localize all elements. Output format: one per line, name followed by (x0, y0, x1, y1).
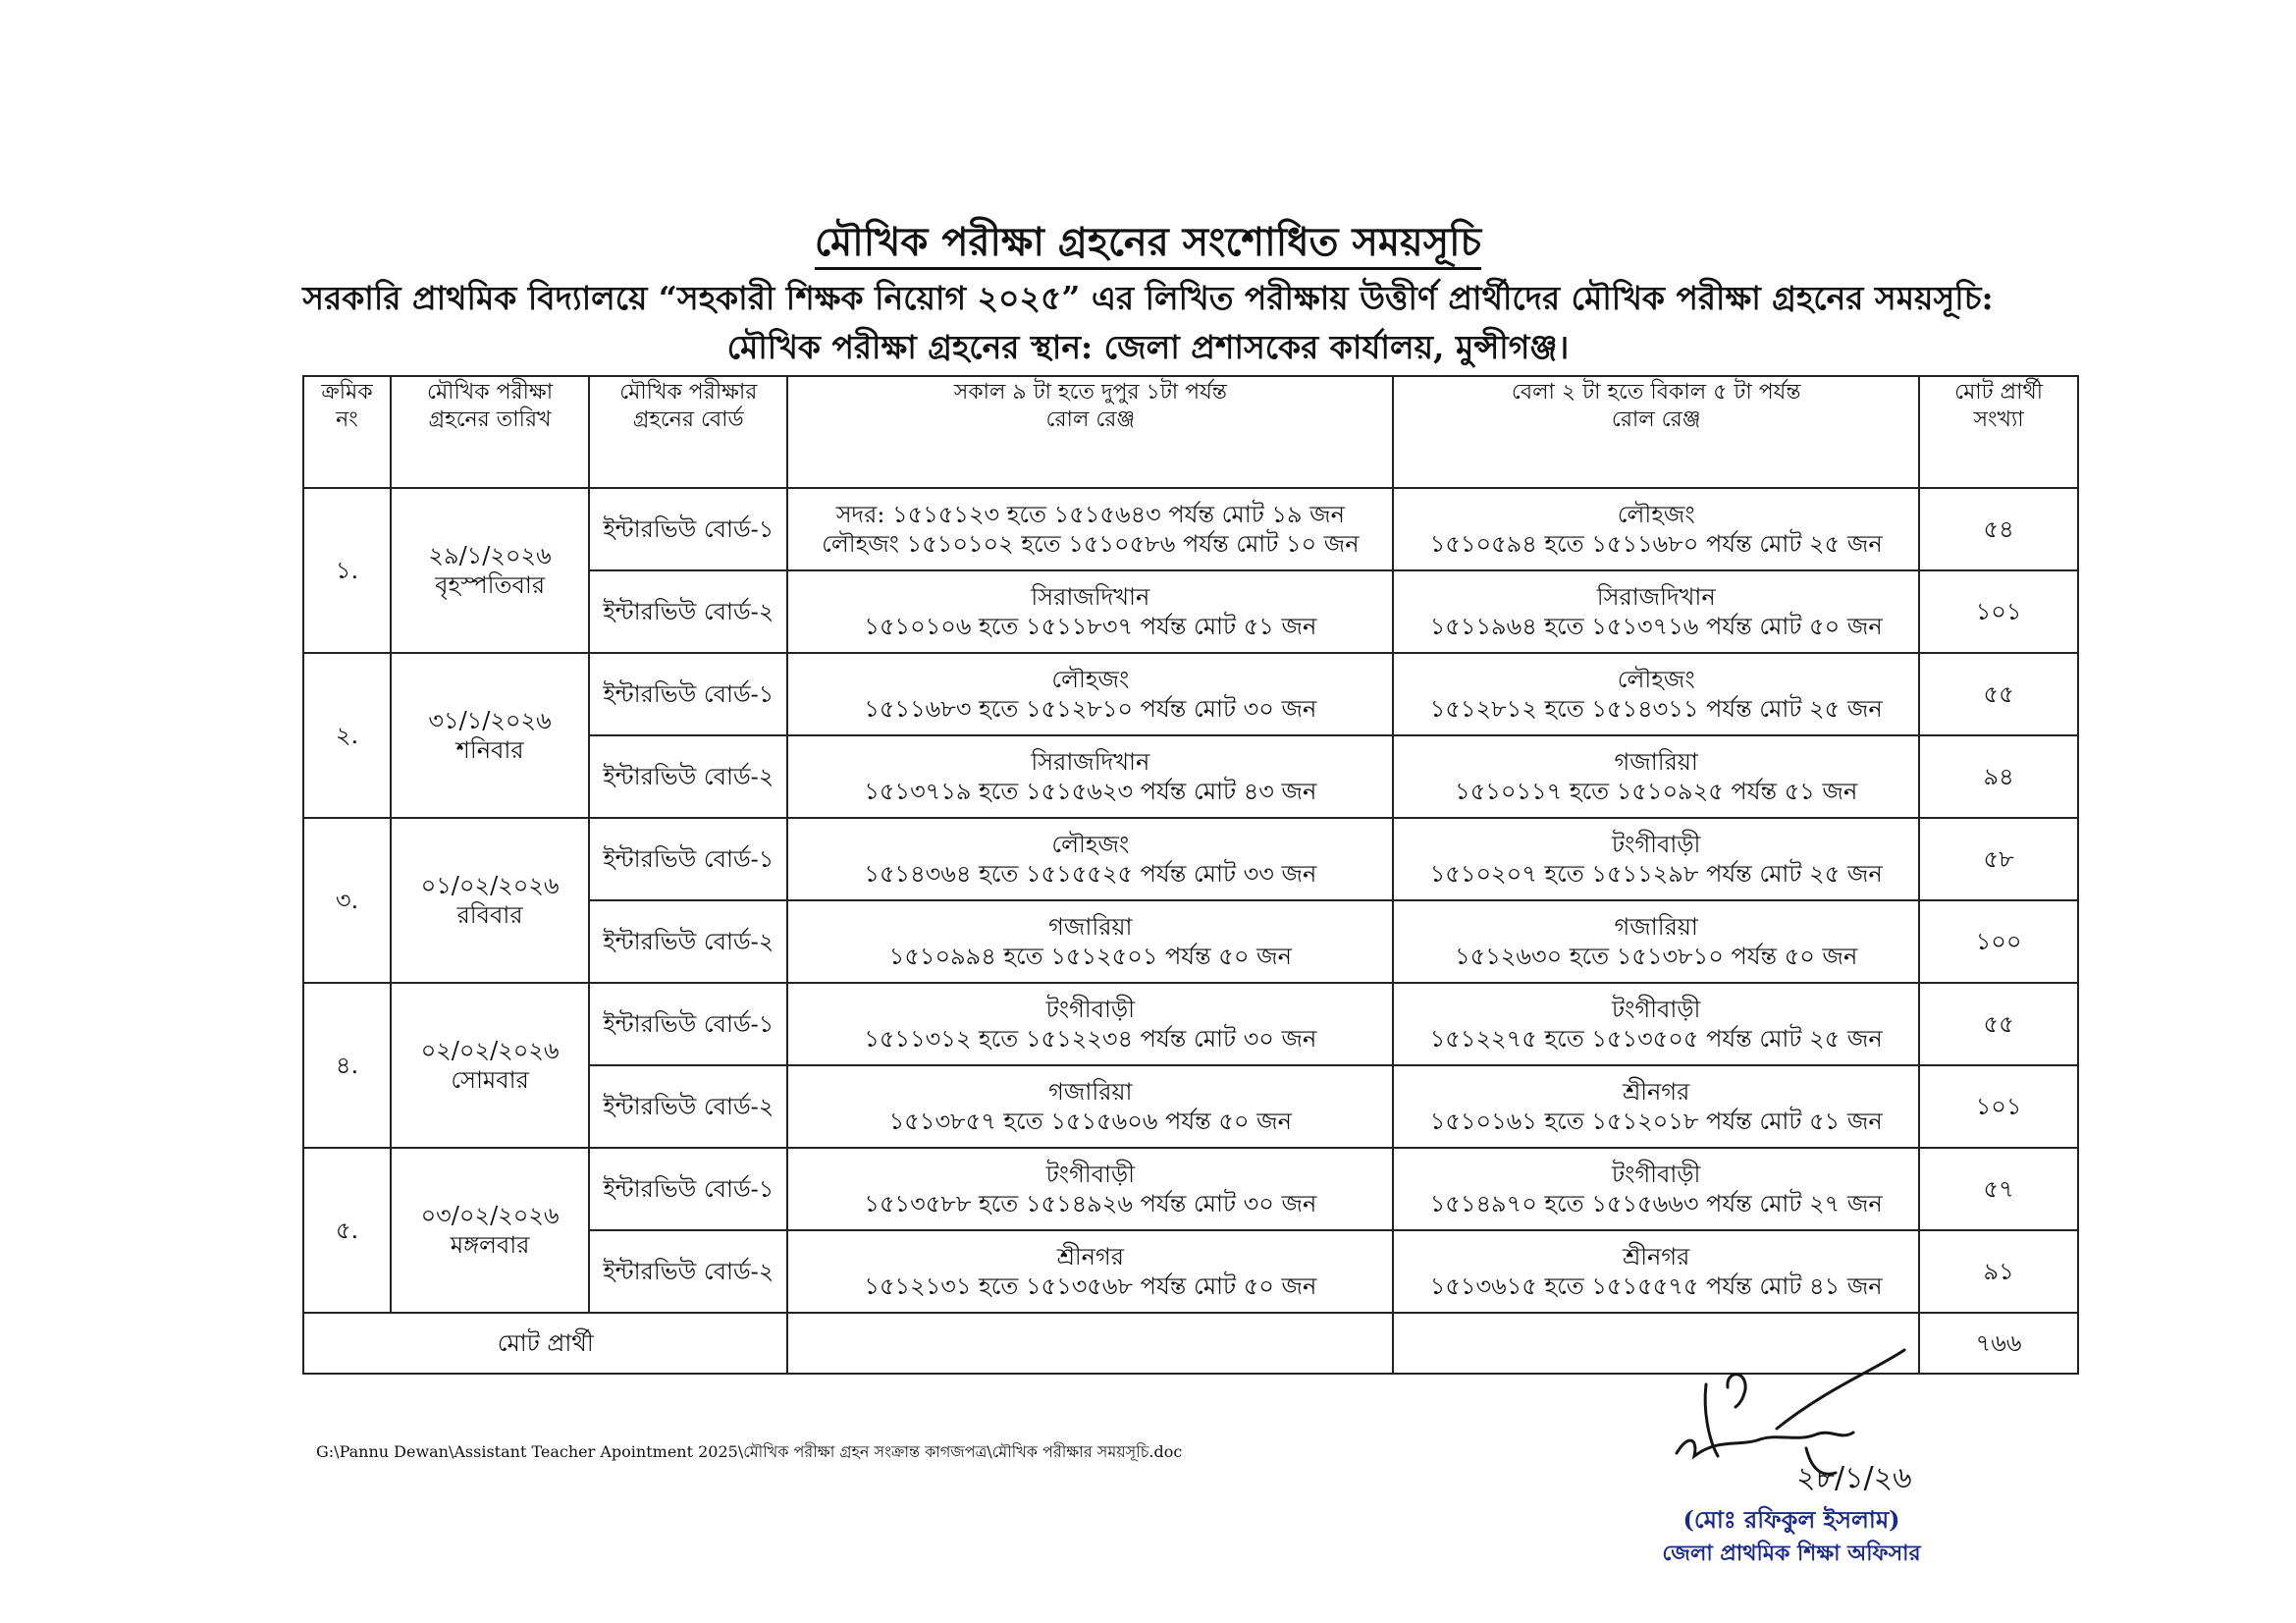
signatory-name-stamp: (মোঃ রফিকুল ইসলাম) (1682, 1505, 1900, 1534)
afternoon-range-cell (1393, 488, 1919, 570)
serial-cell: ৩. (303, 818, 391, 983)
header-afternoon-time: বেলা ২ টা হতে বিকাল ৫ টা পর্যন্ত (1511, 380, 1801, 405)
afternoon-line-1: গজারিয়া (1614, 748, 1698, 776)
morning-line-1: সিরাজদিখান (1031, 748, 1150, 776)
morning-line-2: ১৫১০৯৯৪ হতে ১৫১২৫০১ পর্যন্ত ৫০ জন (888, 943, 1292, 970)
afternoon-range-cell (1393, 735, 1919, 818)
morning-range-cell (787, 570, 1393, 653)
candidate-total-cell: ৫৫ (1919, 653, 2078, 735)
table-row (303, 1148, 2078, 1230)
date-cell (391, 653, 589, 818)
weekday-value: রবিবার (456, 901, 523, 929)
board-cell: ইন্টারভিউ বোর্ড-১ (589, 983, 787, 1065)
morning-line-1: শ্রীনগর (1056, 1243, 1124, 1271)
date-value: ২৯/১/২০২৬ (428, 542, 552, 569)
morning-line-1: সদর: ১৫১৫১২৩ হতে ১৫১৫৬৪৩ পর্যন্ত মোট ১৯ জন (835, 501, 1345, 528)
morning-line-1: সিরাজদিখান (1031, 583, 1150, 611)
afternoon-line-1: সিরাজদিখান (1596, 583, 1716, 611)
header-date: মৌখিক পরীক্ষা গ্রহনের তারিখ (391, 376, 589, 488)
weekday-value: শনিবার (455, 736, 524, 764)
date-cell (391, 1148, 589, 1313)
date-value: ০৩/০২/২০২৬ (420, 1202, 560, 1229)
serial-cell: ৫. (303, 1148, 391, 1313)
header-total: মোট প্রার্থী সংখ্যা (1919, 376, 2078, 488)
morning-line-2: ১৫১১৬৮৩ হতে ১৫১২৮১০ পর্যন্ত মোট ৩০ জন (864, 695, 1317, 723)
header-morning-time: সকাল ৯ টা হতে দুপুর ১টা পর্যন্ত (953, 380, 1227, 405)
grand-total-label: মোট প্রার্থী (303, 1313, 787, 1374)
header-serial: ক্রমিক নং (303, 376, 391, 488)
morning-line-1: লৌহজং (1051, 831, 1130, 858)
morning-line-1: টংগীবাড়ী (1045, 996, 1135, 1023)
table-row (303, 818, 2078, 900)
afternoon-range-cell (1393, 983, 1919, 1065)
serial-cell: ২. (303, 653, 391, 818)
afternoon-line-1: শ্রীনগর (1623, 1243, 1690, 1271)
afternoon-line-1: লৌহজং (1617, 501, 1695, 528)
table-row (303, 983, 2078, 1065)
afternoon-line-2: ১৫১০১৬১ হতে ১৫১২০১৮ পর্যন্ত মোট ৫১ জন (1429, 1108, 1883, 1135)
table-row (303, 488, 2078, 570)
signatory-designation-stamp: জেলা প্রাথমিক শিক্ষা অফিসার (1662, 1541, 1921, 1566)
date-value: ০২/০২/২০২৬ (420, 1037, 560, 1064)
afternoon-line-2: ১৫১৪৯৭০ হতে ১৫১৫৬৬৩ পর্যন্ত মোট ২৭ জন (1429, 1190, 1883, 1217)
morning-range-cell (787, 488, 1393, 570)
afternoon-line-1: টংগীবাড়ী (1612, 1161, 1701, 1188)
candidate-total-cell: ৯১ (1919, 1230, 2078, 1313)
afternoon-line-2: ১৫১২২৭৫ হতে ১৫১৩৫০৫ পর্যন্ত মোট ২৫ জন (1429, 1025, 1883, 1053)
afternoon-line-2: ১৫১৩৬১৫ হতে ১৫১৫৫৭৫ পর্যন্ত মোট ৪১ জন (1429, 1272, 1883, 1300)
empty-cell (787, 1313, 1393, 1374)
candidate-total-cell: ১০০ (1919, 900, 2078, 983)
afternoon-range-cell (1393, 900, 1919, 983)
date-cell (391, 983, 589, 1148)
grand-total-value: ৭৬৬ (1919, 1313, 2078, 1374)
board-cell: ইন্টারভিউ বোর্ড-২ (589, 1065, 787, 1148)
morning-line-2: ১৫১২১৩১ হতে ১৫১৩৫৬৮ পর্যন্ত মোট ৫০ জন (864, 1272, 1317, 1300)
serial-cell: ১. (303, 488, 391, 653)
candidate-total-cell: ১০১ (1919, 570, 2078, 653)
morning-range-cell (787, 653, 1393, 735)
signature-date: ২৮/১/২৬ (1796, 1461, 1912, 1495)
morning-line-2: লৌহজং ১৫১০১০২ হতে ১৫১০৫৮৬ পর্যন্ত মোট ১০ জন (822, 530, 1360, 558)
morning-range-cell (787, 1065, 1393, 1148)
morning-line-2: ১৫১৩৫৮৮ হতে ১৫১৪৯২৬ পর্যন্ত মোট ৩০ জন (864, 1190, 1317, 1217)
morning-range-cell (787, 735, 1393, 818)
afternoon-line-2: ১৫১১৯৬৪ হতে ১৫১৩৭১৬ পর্যন্ত মোট ৫০ জন (1429, 613, 1883, 640)
header-board: মৌখিক পরীক্ষার গ্রহনের বোর্ড (589, 376, 787, 488)
morning-range-cell (787, 1148, 1393, 1230)
date-cell (391, 818, 589, 983)
morning-range-cell (787, 818, 1393, 900)
morning-line-2: ১৫১৪৩৬৪ হতে ১৫১৫৫২৫ পর্যন্ত মোট ৩৩ জন (864, 860, 1317, 888)
afternoon-line-1: টংগীবাড়ী (1612, 831, 1701, 858)
afternoon-line-2: ১৫১২৮১২ হতে ১৫১৪৩১১ পর্যন্ত মোট ২৫ জন (1429, 695, 1883, 723)
afternoon-line-1: গজারিয়া (1614, 913, 1698, 941)
afternoon-line-2: ১৫১০২০৭ হতে ১৫১১২৯৮ পর্যন্ত মোট ২৫ জন (1429, 860, 1883, 888)
board-cell: ইন্টারভিউ বোর্ড-১ (589, 1148, 787, 1230)
page-title: মৌখিক পরীক্ষা গ্রহনের সংশোধিত সময়সূচি (0, 211, 2296, 277)
afternoon-line-1: টংগীবাড়ী (1612, 996, 1701, 1023)
header-afternoon-range: রোল রেঞ্জ (1611, 406, 1701, 432)
afternoon-range-cell (1393, 653, 1919, 735)
header-row (303, 376, 2078, 488)
table-row (303, 653, 2078, 735)
afternoon-line-2: ১৫১২৬৩০ হতে ১৫১৩৮১০ পর্যন্ত ৫০ জন (1455, 943, 1858, 970)
board-cell: ইন্টারভিউ বোর্ড-২ (589, 570, 787, 653)
afternoon-range-cell (1393, 1148, 1919, 1230)
board-cell: ইন্টারভিউ বোর্ড-১ (589, 818, 787, 900)
board-cell: ইন্টারভিউ বোর্ড-১ (589, 653, 787, 735)
file-path-footer: G:\Pannu Dewan\Assistant Teacher Apointment 2025\মৌখিক পরীক্ষা গ্রহন সংক্রান্ত কাগজপত্র\মৌখিক পরীক্ষার সময়সূচি.doc (316, 1442, 1183, 1461)
afternoon-range-cell (1393, 570, 1919, 653)
header-morning-range: রোল রেঞ্জ (1045, 406, 1136, 432)
page-subtitle: সরকারি প্রাথমিক বিদ্যালয়ে “সহকারী শিক্ষক নিয়োগ ২০২৫” এর লিখিত পরীক্ষায় উত্তীর্ণ প্রার্থীদের মৌখিক পরীক্ষা গ্রহনের সময়সূচি: (302, 279, 1994, 317)
afternoon-line-1: শ্রীনগর (1623, 1078, 1690, 1106)
weekday-value: বৃহস্পতিবার (435, 571, 546, 599)
morning-line-2: ১৫১৩৭১৯ হতে ১৫১৫৬২৩ পর্যন্ত মোট ৪৩ জন (864, 778, 1317, 805)
afternoon-line-2: ১৫১০১১৭ হতে ১৫১০৯২৫ পর্যন্ত ৫১ জন (1455, 778, 1858, 805)
weekday-value: সোমবার (451, 1066, 529, 1094)
header-morning (787, 376, 1393, 488)
exam-venue: মৌখিক পরীক্ষা গ্রহনের স্থান: জেলা প্রশাসকের কার্যালয়, মুন্সীগঞ্জ। (726, 328, 1570, 366)
morning-line-2: ১৫১৩৮৫৭ হতে ১৫১৫৬০৬ পর্যন্ত ৫০ জন (888, 1108, 1292, 1135)
candidate-total-cell: ৫৫ (1919, 983, 2078, 1065)
board-cell: ইন্টারভিউ বোর্ড-২ (589, 735, 787, 818)
afternoon-range-cell (1393, 1230, 1919, 1313)
board-cell: ইন্টারভিউ বোর্ড-২ (589, 1230, 787, 1313)
candidate-total-cell: ৫৮ (1919, 818, 2078, 900)
candidate-total-cell: ৯৪ (1919, 735, 2078, 818)
morning-range-cell (787, 983, 1393, 1065)
date-value: ০১/০২/২০২৬ (420, 872, 560, 899)
schedule-table (302, 375, 2079, 1375)
afternoon-range-cell (1393, 818, 1919, 900)
morning-line-2: ১৫১০১০৬ হতে ১৫১১৮৩৭ পর্যন্ত মোট ৫১ জন (864, 613, 1317, 640)
morning-line-1: লৌহজং (1051, 666, 1130, 693)
candidate-total-cell: ৫৭ (1919, 1148, 2078, 1230)
morning-line-1: টংগীবাড়ী (1045, 1161, 1135, 1188)
afternoon-line-1: লৌহজং (1617, 666, 1695, 693)
afternoon-range-cell (1393, 1065, 1919, 1148)
weekday-value: মঙ্গলবার (450, 1231, 530, 1259)
morning-line-1: গজারিয়া (1048, 1078, 1133, 1106)
candidate-total-cell: ৫৪ (1919, 488, 2078, 570)
header-afternoon (1393, 376, 1919, 488)
date-cell (391, 488, 589, 653)
serial-cell: ৪. (303, 983, 391, 1148)
board-cell: ইন্টারভিউ বোর্ড-১ (589, 488, 787, 570)
afternoon-line-2: ১৫১০৫৯৪ হতে ১৫১১৬৮০ পর্যন্ত মোট ২৫ জন (1429, 530, 1883, 558)
candidate-total-cell: ১০১ (1919, 1065, 2078, 1148)
morning-line-1: গজারিয়া (1048, 913, 1133, 941)
morning-line-2: ১৫১১৩১২ হতে ১৫১২২৩৪ পর্যন্ত মোট ৩০ জন (864, 1025, 1317, 1053)
board-cell: ইন্টারভিউ বোর্ড-২ (589, 900, 787, 983)
date-value: ৩১/১/২০২৬ (428, 707, 552, 734)
signature-image (1659, 1330, 1953, 1507)
morning-range-cell (787, 1230, 1393, 1313)
morning-range-cell (787, 900, 1393, 983)
